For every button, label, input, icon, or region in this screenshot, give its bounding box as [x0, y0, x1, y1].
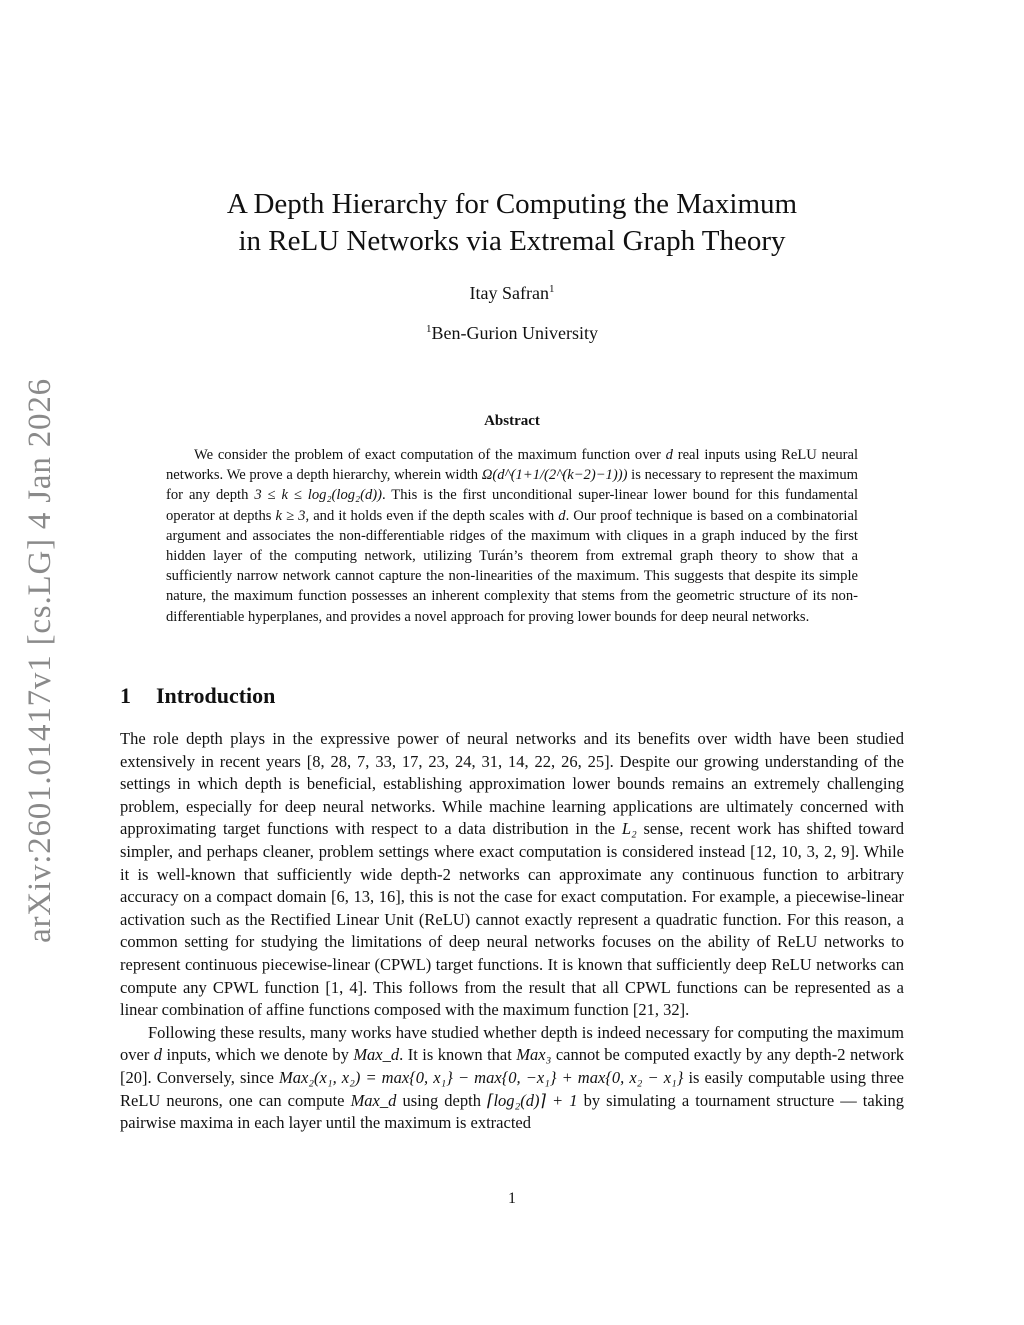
title-line-2: in ReLU Networks via Extremal Graph Theory: [238, 225, 786, 257]
affiliation-line: [140, 323, 884, 344]
math-depth-range: 3 ≤ k ≤ log₂(log₂(d)): [254, 487, 382, 504]
abstract-text-1: We consider the problem of exact computation of the maximum function over: [194, 447, 661, 463]
para2-text-f: using depth: [402, 1090, 481, 1110]
abstract-heading: Abstract: [484, 413, 540, 429]
author-line: [140, 283, 884, 304]
para2-text-c: . It is known that: [399, 1045, 512, 1065]
math-width-bound: Ω(d^(1+1/(2^(k−2)−1))): [481, 467, 628, 484]
para1-text-b: sense, recent work has shifted toward simpler, and perhaps cleaner, problem settings where exact computation is considered instead [12, 10, 3, 2, 9]. While it is well-known that sufficiently wide depth-2 networks can approximate any continuous function to arbitrary accuracy on a compact domain [6, 13, 16], this is not the case for exact computation. For example, a piecewise-linear activation such as the Rectified Linear Unit (ReLU) cannot exactly represent a quadratic function. For this reason, a common setting for studying the limitations of deep neural networks focuses on the ability of ReLU networks to represent continuous piecewise-linear (CPWL) target functions. It is known that sufficiently deep ReLU networks can compute any CPWL function [1, 4]. This follows from the result that all CPWL functions can be represented as a linear combination of affine functions composed with the maximum function [21, 32].: [120, 819, 905, 1020]
math-d-2: d: [558, 507, 566, 524]
math-max-d-2: Max_d: [350, 1090, 397, 1110]
para2-text-d: cannot be computed exactly by any depth-2 network [20]. Conversely, since: [120, 1045, 905, 1087]
abstract-body: [166, 445, 858, 627]
affiliation-name: Ben-Gurion University: [431, 323, 598, 343]
section-heading: [120, 683, 275, 709]
affiliation-mark: 1: [426, 323, 432, 335]
page-number: 1: [508, 1190, 516, 1207]
para2-text-b: inputs, which we denote by: [166, 1045, 349, 1065]
section-title: Introduction: [156, 683, 276, 708]
paper-title: [140, 186, 884, 260]
para1-text-a: The role depth plays in the expressive power of neural networks and its benefits over width have been studied extensively in recent years [8, 28, 7, 33, 17, 23, 24, 31, 14, 22, 26, 25]. Despite our growing understanding of the settings in which depth is beneficial, establishing approximation lower bounds remains an extremely challenging problem, especially for deep neural networks. While machine learning applications are ultimately concerned with approximating target functions with respect to a data distribution in the: [120, 729, 904, 839]
author-name: Itay Safran: [469, 283, 549, 303]
para2-text-g: by simulating a tournament structure — taking pairwise maxima in each layer until the maximum is extracted: [120, 1090, 905, 1133]
arxiv-identifier: [8, 377, 72, 943]
section-body: [120, 728, 904, 1135]
math-l2: L₂: [621, 819, 637, 839]
math-max2-identity: Max₂(x₁, x₂) = max{0, x₁} − max{0, −x₁} + max{0, x₂ − x₁}: [278, 1067, 684, 1087]
math-k-geq: k ≥ 3: [275, 507, 306, 524]
paragraph-2: [120, 1022, 904, 1135]
math-depth-formula: ⌈log₂(d)⌉ + 1: [487, 1090, 578, 1110]
math-d: d: [665, 447, 673, 463]
abstract-text-6: . Our proof technique is based on a combinatorial argument and associates the non-differentiable ridges of the maximum with cliques in a graph induced by the first hidden layer of the computing network, utilizing Turán’s theorem from extremal graph theory to show that a sufficiently narrow network cannot capture the non-linearities of the maximum. This suggests that despite its simple nature, the maximum function possesses an inherent complexity that stems from the geometric structure of its non-differentiable hyperplanes, and provides a novel approach for proving lower bounds for deep neural networks.: [166, 507, 858, 625]
abstract-text-4: . This is the first unconditional super-linear lower bound for this fundamental operator at depths: [166, 487, 858, 524]
title-line-1: A Depth Hierarchy for Computing the Maximum: [226, 188, 798, 220]
abstract-text-5: , and it holds even if the depth scales with: [305, 507, 555, 524]
para2-text-a: Following these results, many works have studied whether depth is indeed necessary for computing the maximum over: [120, 1022, 904, 1065]
math-max-3: Max₃: [516, 1045, 552, 1065]
math-max-d: Max_d: [353, 1045, 400, 1065]
section-number: 1: [120, 683, 131, 708]
abstract-text-3: is necessary to represent the maximum for any depth: [166, 467, 858, 504]
arxiv-identifier-text: arXiv:2601.01417v1 [cs.LG] 4 Jan 2026: [21, 377, 58, 943]
para2-text-e: is easily computable using three ReLU neurons, one can compute: [120, 1067, 904, 1110]
paragraph-1: [120, 728, 904, 1022]
author-affil-mark: 1: [548, 283, 555, 295]
math-d-3: d: [153, 1045, 163, 1065]
abstract-text-2: real inputs using ReLU neural networks. We prove a depth hierarchy, wherein width: [166, 447, 859, 484]
